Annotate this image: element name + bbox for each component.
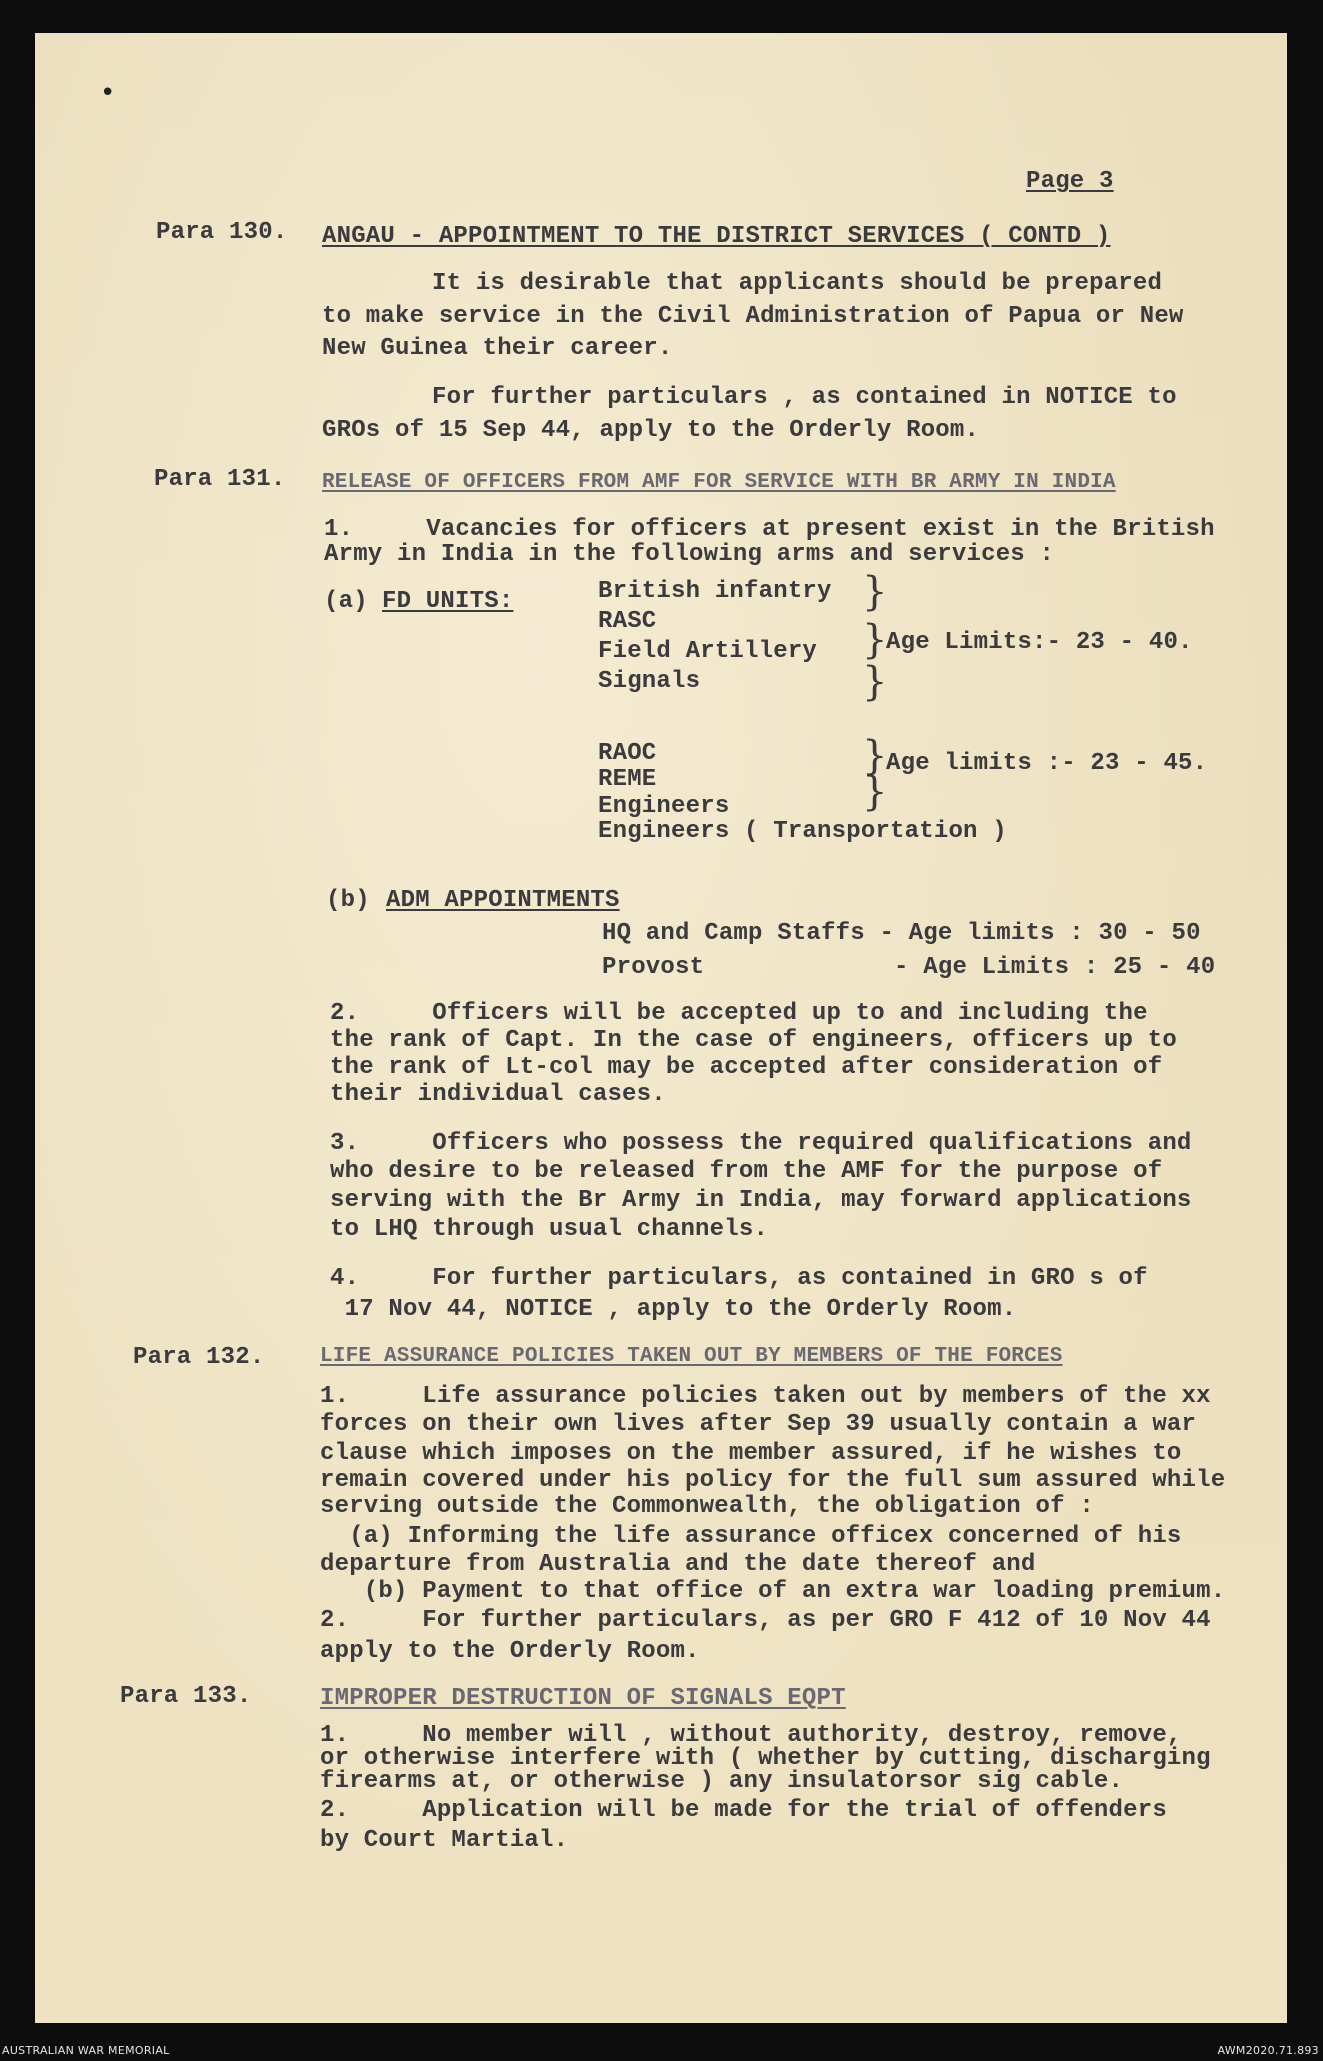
para-131-intro: 1. Vacancies for officers at present exist in the British [324,516,1215,543]
para-130-label: Para 130. [156,219,288,246]
item-4-line: 17 Nov 44, NOTICE , apply to the Orderly Room. [330,1296,1017,1323]
arm-item: British infantry [598,578,832,605]
item-a-label: (a) [324,588,368,615]
para-130-line: It is desirable that applicants should be prepared [432,270,1163,297]
brace-group-1: } [862,617,888,663]
para-133-label: Para 133. [120,1683,252,1710]
arm-item: Engineers ( Transportation ) [598,818,1007,845]
para-131-intro: Army in India in the following arms and services : [324,541,1055,568]
adm-line: HQ and Camp Staffs - Age limits : 30 - 50 [602,920,1201,947]
item-b-label: (b) [326,887,370,914]
item-3-line: to LHQ through usual channels. [330,1216,769,1243]
para-130-heading: ANGAU - APPOINTMENT TO THE DISTRICT SERVICES ( CONTD ) [322,223,1111,250]
item-b-title: ADM APPOINTMENTS [386,887,620,914]
item-3-line: who desire to be released from the AMF for the purpose of [330,1158,1163,1185]
para-131-heading: RELEASE OF OFFICERS FROM AMF FOR SERVICE WITH BR ARMY IN INDIA [322,471,1116,494]
footer-credit: AUSTRALIAN WAR MEMORIAL [2,2044,170,2057]
para-132-label: Para 132. [133,1344,265,1371]
para-132-line: serving outside the Commonwealth, the obligation of : [320,1493,1094,1520]
item-4-line: 4. For further particulars, as contained in GRO s of [330,1265,1148,1292]
brace-group-1: } [862,659,888,705]
brace-group-2: } [862,733,888,779]
brace-group-2: } [862,769,888,815]
ink-mark: • [100,78,116,108]
para-132-line: 2. For further particulars, as per GRO F 412 of 10 Nov 44 [320,1607,1211,1634]
brace-group-1: } [862,569,888,615]
para-132-line: 1. Life assurance policies taken out by members of the xx [320,1383,1211,1410]
para-133-line: or otherwise interfere with ( whether by cutting, discharging [320,1745,1211,1772]
item-3-line: serving with the Br Army in India, may forward applications [330,1187,1192,1214]
item-a-title: FD UNITS: [382,588,514,615]
adm-line: Provost - Age Limits : 25 - 40 [602,954,1216,981]
item-2-line: the rank of Lt-col may be accepted after consideration of [330,1054,1163,1081]
para-133-line: 2. Application will be made for the trial of offenders [320,1797,1167,1824]
arm-item: Engineers [598,793,730,820]
para-133-line: by Court Martial. [320,1827,569,1854]
item-2-line: their individual cases. [330,1081,666,1108]
para-133-line: 1. No member will , without authority, destroy, remove, [320,1722,1182,1749]
para-132-line: departure from Australia and the date thereof and [320,1551,1036,1578]
para-130-line: to make service in the Civil Administration of Papua or New [322,303,1184,330]
para-132-line: apply to the Orderly Room. [320,1638,700,1665]
page-number: Page 3 [1026,168,1114,195]
arm-item: RAOC [598,740,657,767]
para-132-line: (a) Informing the life assurance officex concerned of his [320,1523,1182,1550]
para-133-heading: IMPROPER DESTRUCTION OF SIGNALS EQPT [320,1685,846,1712]
para-132-line: forces on their own lives after Sep 39 usually contain a war [320,1411,1197,1438]
para-130-line: GROs of 15 Sep 44, apply to the Orderly Room. [322,417,980,444]
age-limit-group-2: Age limits :- 23 - 45. [886,750,1208,777]
para-132-line: (b) Payment to that office of an extra war loading premium. [320,1578,1226,1605]
para-130-line: For further particulars , as contained in NOTICE to [432,384,1177,411]
para-132-heading: LIFE ASSURANCE POLICIES TAKEN OUT BY MEMBERS OF THE FORCES [320,1345,1063,1368]
arm-item: Field Artillery [598,638,818,665]
arm-item: REME [598,766,657,793]
item-2-line: 2. Officers will be accepted up to and including the [330,1000,1148,1027]
age-limit-group-1: Age Limits:- 23 - 40. [886,629,1193,656]
arm-item: Signals [598,668,701,695]
item-2-line: the rank of Capt. In the case of engineers, officers up to [330,1027,1177,1054]
para-131-label: Para 131. [154,466,286,493]
item-3-line: 3. Officers who possess the required qualifications and [330,1130,1192,1157]
arm-item: RASC [598,608,657,635]
para-132-line: remain covered under his policy for the full sum assured while [320,1467,1226,1494]
para-132-line: clause which imposes on the member assured, if he wishes to [320,1440,1182,1467]
para-133-line: firearms at, or otherwise ) any insulatorsor sig cable. [320,1768,1124,1795]
footer-accession: AWM2020.71.893 [1217,2044,1319,2057]
para-130-line: New Guinea their career. [322,335,673,362]
